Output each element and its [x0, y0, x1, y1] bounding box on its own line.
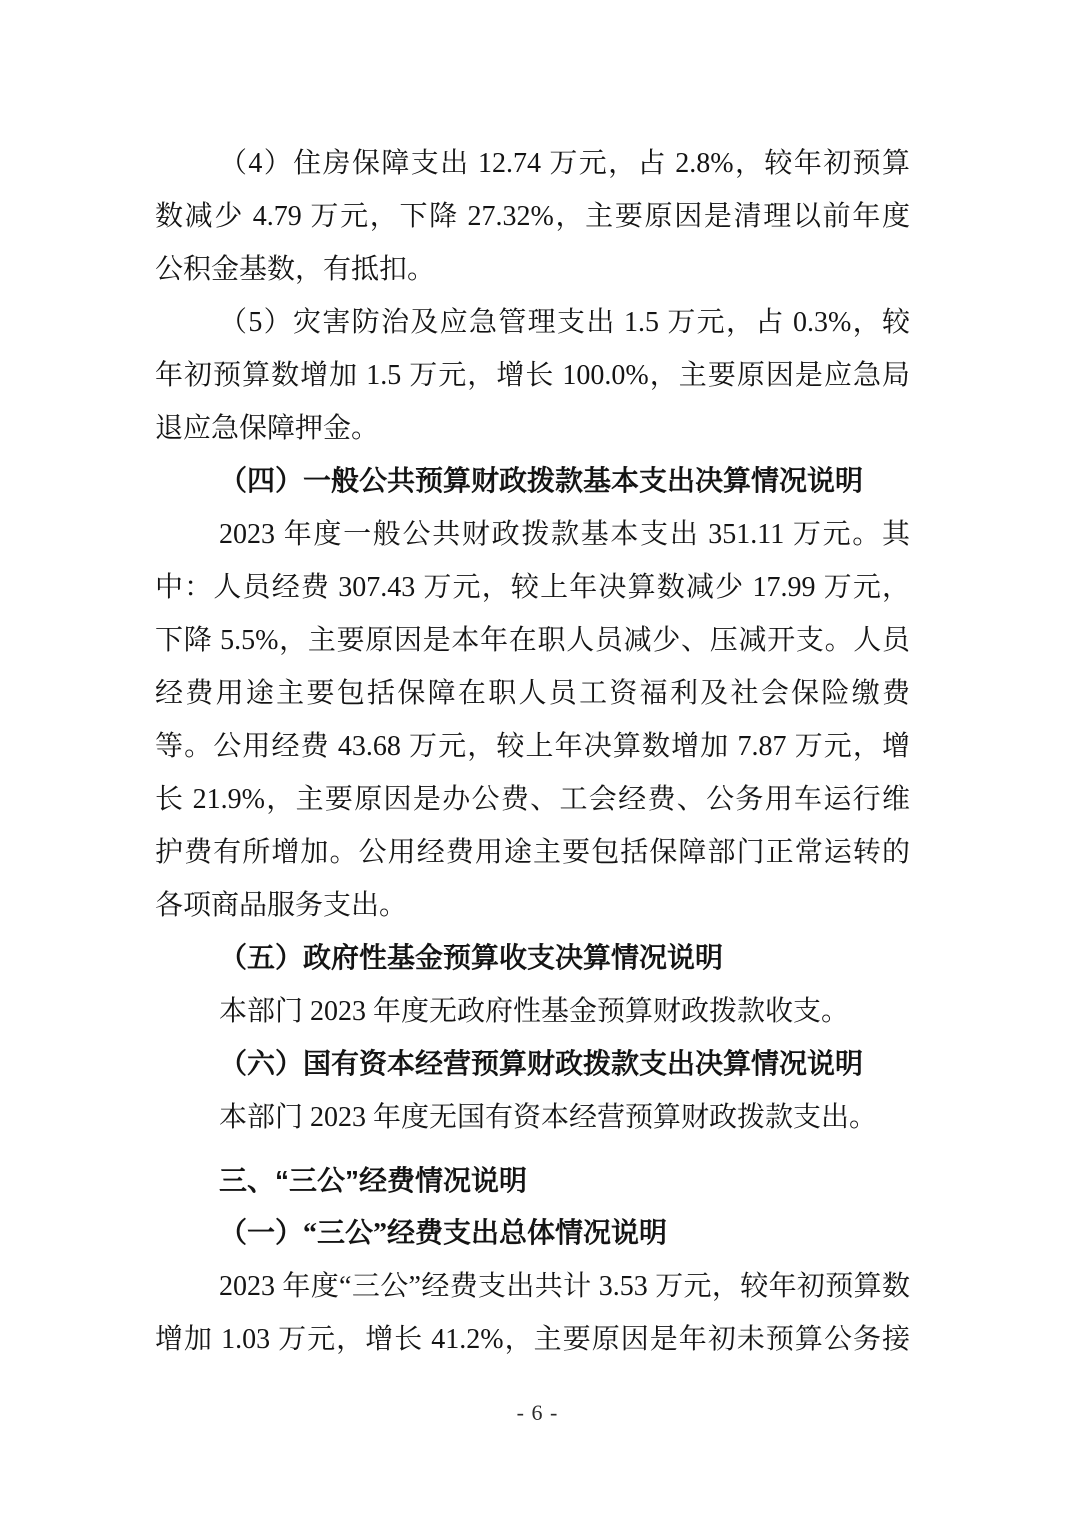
text-line: 经费用途主要包括保障在职人员工资福利及社会保险缴费 [155, 678, 910, 709]
paragraph [155, 1260, 910, 1366]
text-line: （一）“三公”经费支出总体情况说明 [219, 1218, 668, 1249]
paragraph [155, 1091, 910, 1144]
text-line: 增加 1.03 万元，增长 41.2%，主要原因是年初未预算公务接 [155, 1324, 910, 1355]
text-line: （5）灾害防治及应急管理支出 1.5 万元，占 0.3%，较 [219, 307, 910, 338]
section-heading [155, 1038, 910, 1091]
page-number: - 6 - [516, 1400, 559, 1425]
section-heading [155, 1154, 910, 1207]
paragraph [155, 137, 910, 296]
text-line: 各项商品服务支出。 [155, 890, 408, 921]
text-line: 等。公用经费 43.68 万元，较上年决算数增加 7.87 万元，增 [155, 731, 910, 762]
text-line: （六）国有资本经营预算财政拨款支出决算情况说明 [219, 1049, 864, 1080]
text-line: 年初预算数增加 1.5 万元，增长 100.0%，主要原因是应急局 [155, 360, 910, 391]
text-line: 下降 5.5%，主要原因是本年在职人员减少、压减开支。人员 [155, 625, 910, 656]
text-line: 中：人员经费 307.43 万元，较上年决算数减少 17.99 万元， [155, 572, 910, 603]
text-line: 2023 年度“三公”经费支出共计 3.53 万元，较年初预算数 [219, 1271, 910, 1302]
paragraph [155, 508, 910, 932]
text-line: 2023 年度一般公共财政拨款基本支出 351.11 万元。其 [219, 519, 910, 550]
paragraph [155, 985, 910, 1038]
text-line: 数减少 4.79 万元，下降 27.32%，主要原因是清理以前年度 [155, 201, 910, 232]
text-line: 三、“三公”经费情况说明 [219, 1165, 528, 1196]
text-line: （4）住房保障支出 12.74 万元，占 2.8%，较年初预算 [219, 148, 910, 179]
text-line: 退应急保障押金。 [155, 413, 380, 444]
section-heading [155, 1207, 910, 1260]
section-heading [155, 932, 910, 985]
text-line: （四）一般公共预算财政拨款基本支出决算情况说明 [219, 466, 864, 497]
paragraph [155, 296, 910, 455]
text-line: （五）政府性基金预算收支决算情况说明 [219, 943, 724, 974]
text-line: 护费有所增加。公用经费用途主要包括保障部门正常运转的 [155, 837, 910, 868]
text-line: 本部门 2023 年度无国有资本经营预算财政拨款支出。 [219, 1102, 878, 1133]
text-line: 本部门 2023 年度无政府性基金预算财政拨款收支。 [219, 996, 850, 1027]
text-line: 公积金基数，有抵扣。 [155, 254, 436, 285]
text-line: 长 21.9%，主要原因是办公费、工会经费、公务用车运行维 [155, 784, 910, 815]
section-heading [155, 455, 910, 508]
